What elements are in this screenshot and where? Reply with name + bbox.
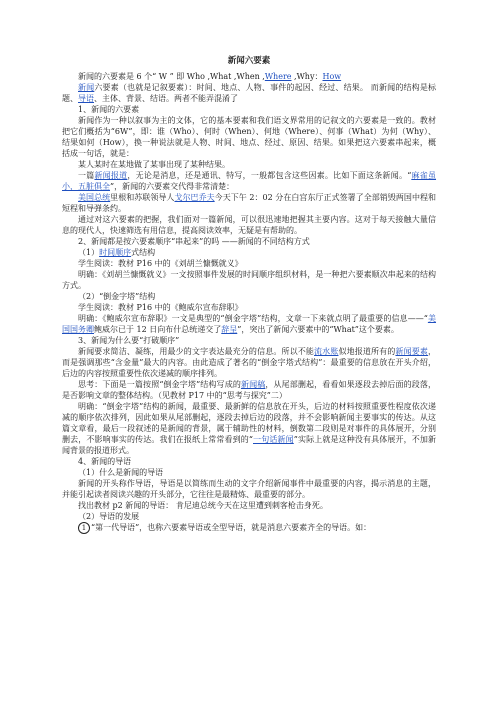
paragraph-lead-definition: 新闻的开头称作导语，导语是以简练而生动的文字介绍新闻事件中最重要的内容，揭示消息的主题，并能引起读者阅读兴趣的开头部分，它往往是最精炼、最重要的部分。 bbox=[62, 479, 436, 499]
link-news-draft[interactable]: 新闻稿 bbox=[240, 380, 266, 389]
section-2-heading: 2、新闻都是按六要素顺序“串起来”的吗 ——新闻的不同结构方式 bbox=[78, 237, 310, 246]
paragraph-benefit: 通过对这六要素的把握，我们面对一篇新闻，可以很迅速地把握其主要内容。这对于每天接触大量信息的现代人，快速筛选有用信息，提高阅读效率，无疑是有帮助的。 bbox=[62, 215, 436, 235]
paragraph-concise: 新闻要求简洁、凝练，用最少的文字表达最充分的信息。所以不能流水账似地报道所有的新闻要素，而是强调那些“含金量”最大的内容。由此造成了著名的“倒金字塔式结构”：最重要的信息放在开头介绍，后边的内容按照重要性依次递减的顺序排列。 bbox=[62, 347, 437, 378]
link-news-elements[interactable]: 新闻要素 bbox=[395, 347, 429, 356]
paragraph-think: 思考：下面是一篇按照“倒金字塔”结构写成的新闻稿，从尾部删起，看看如果逐段去掉后面的段落，是否影响文章的整体结构。（见教材 P17 中的“思考与探究”二） bbox=[62, 380, 436, 400]
section-1-heading: 1、新闻的六要素 bbox=[78, 105, 140, 114]
link-us-president[interactable]: 美国总统 bbox=[78, 193, 111, 202]
subsection-4-2-heading: （2）导语的发展 bbox=[78, 512, 140, 521]
document-title: 新闻六要素 bbox=[227, 56, 271, 66]
paragraph-reading-1: 学生阅读：教材 P16 中的《刘胡兰慷慨就义》 bbox=[78, 259, 243, 268]
link-where[interactable]: Where bbox=[264, 72, 292, 81]
paragraph-clarify-1: 明确：《刘胡兰慷慨就义》一文按照事件发展的时间顺序组织材料，是一种把六要素顺次串起来的结构方式。 bbox=[62, 270, 436, 290]
paragraph-clarify-2: 明确：《鲍威尔宣布辞职》一文是典型的“倒金字塔”结构，文章一下来就点明了最重要的信息——“美国国务卿鲍威尔已于 12 日向布什总统递交了辞呈”，突出了新闻六要素中的“What”这个要素。 bbox=[62, 314, 437, 334]
document-body bbox=[62, 56, 436, 534]
link-secretary-of-state[interactable]: 美国国务卿 bbox=[62, 314, 437, 334]
intro-line-2: 新闻六要素（也就是记叙要素）：时间、地点、人物、事件的起因、经过、结果。 而新闻的结构是标题、导语、主体、背景、结语。两者不能弄混淆了 bbox=[62, 83, 436, 103]
link-lead[interactable]: 导语 bbox=[78, 94, 94, 103]
link-one-line-news[interactable]: 一句话新闻 bbox=[253, 435, 294, 444]
paragraph-first-gen-lead: 1 “第一代导语”，也称六要素导语或全型导语，就是消息六要素齐全的导语。如： bbox=[62, 522, 436, 534]
link-resignation[interactable]: 辞呈 bbox=[221, 325, 238, 334]
link-sparrow[interactable]: 麻雀虽小，五脏俱全 bbox=[62, 171, 437, 191]
paragraph-example-intro: 一篇新闻报道，无论是消息，还是通讯、特写，一般都包含这些因素。比如下面这条新闻。“麻雀虽小，五脏俱全”，新闻的六要素交代得非常清楚： bbox=[62, 171, 437, 191]
link-news[interactable]: 新闻 bbox=[78, 83, 95, 92]
paragraph-example-news: 美国总统里根和苏联领导人戈尔巴乔夫今天下午 2：02 分在白宫东厅正式签署了全部销毁两国中程和短程和导弹条约。 bbox=[62, 193, 437, 213]
paragraph-clarify-3: 明确：“倒金字塔”结构的新闻，最重要、最新鲜的信息放在开头，后边的材料按照重要性程度依次递减的顺序依次排列，因此如果从尾部删起，逐段去掉后边的段落，并不会影响新闻主要事实的传达。从这篇文章看，最后一段叙述的是新闻的背景，属于辅助性的材料，倒数第二段则是对事件的具体展开，分别删去，不影响事实的传达。我们在报纸上常常看到的“一句话新闻”实际上就是这种没有具体展开，不加新闻背景的报道形式。 bbox=[62, 402, 437, 455]
paragraph-reading-2: 学生阅读：教材 P16 中的《鲍威尔宣布辞职》 bbox=[78, 303, 243, 312]
subsection-4-1-heading: （1）什么是新闻的导语 bbox=[78, 468, 164, 477]
circled-number: 1 bbox=[78, 522, 90, 534]
paragraph-summary: 某人某时在某地做了某事出现了某种结果。 bbox=[78, 160, 230, 169]
intro-line-1: 新闻的六要素是 6 个“ W ” 即 Who ,What ,When ,Where ,Why：How bbox=[78, 72, 342, 81]
section-3-heading: 3、新闻为什么要“打破顺序” bbox=[78, 336, 180, 345]
link-gorbachev[interactable]: 戈尔巴乔夫 bbox=[174, 193, 215, 202]
section-4-heading: 4、新闻的导语 bbox=[78, 457, 132, 466]
paragraph-6w: 新闻作为一种以叙事为主的文体，它的基本要素和我们语文界常用的记叙文的六要素是一致的。教材把它们概括为“6W”，即：谁（Who）、何时（When）、何地（Where）、何事（What）为何（Why）、结果如何（How），换一种说法就是人物、时间、地点、经过、原因、结果。如果把这六要素串起来，概括成一句话，就是： bbox=[62, 116, 436, 158]
link-how[interactable]: How bbox=[322, 72, 342, 81]
link-running-account[interactable]: 流水账 bbox=[314, 347, 339, 356]
link-news-report[interactable]: 新闻报道 bbox=[94, 171, 128, 180]
subsection-2-2-heading: （2）“倒金字塔”结构 bbox=[78, 292, 156, 301]
link-chronological[interactable]: 时间顺序 bbox=[99, 248, 132, 257]
paragraph-find-lead: 找出教材 p2 新闻的导语： 肯尼迪总统今天在这里遭到刺客枪击身死。 bbox=[78, 501, 328, 510]
subsection-2-1-heading: （1）时间顺序式结构 bbox=[78, 248, 156, 257]
